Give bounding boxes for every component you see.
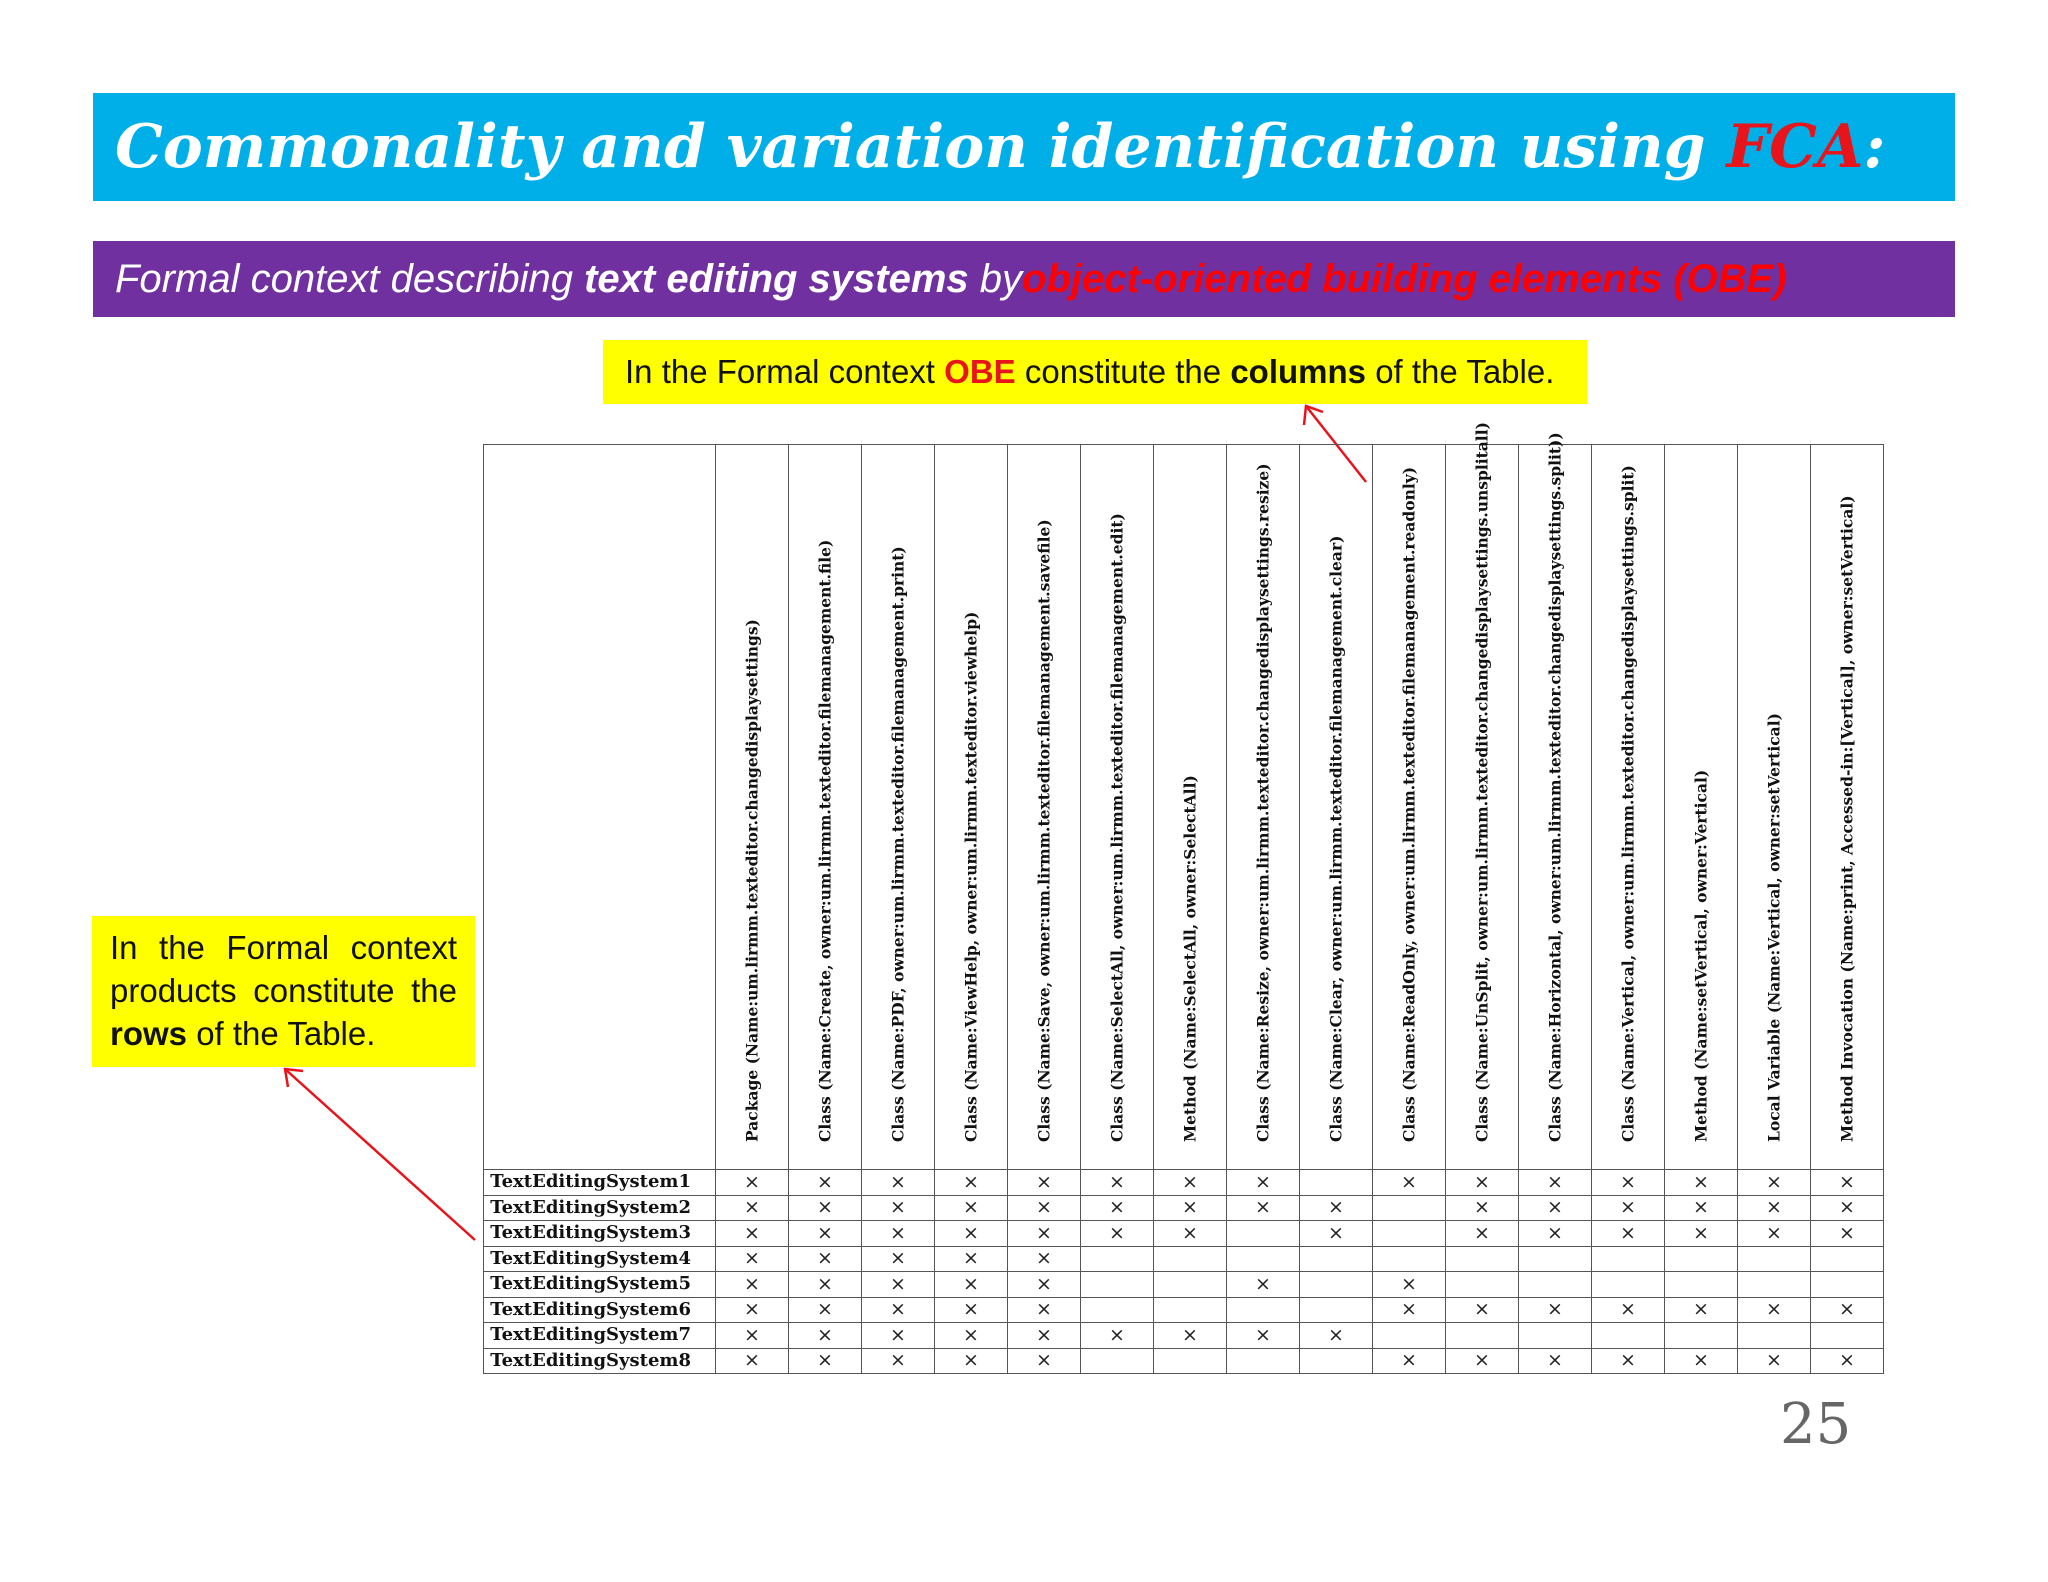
table-cell: ×: [1154, 1170, 1227, 1196]
table-cell: ×: [1008, 1221, 1081, 1247]
table-cell: ×: [1227, 1323, 1300, 1349]
table-cell: ×: [862, 1348, 935, 1374]
table-cell: ×: [1592, 1221, 1665, 1247]
table-cell: [1373, 1195, 1446, 1221]
table-cell: [1738, 1246, 1811, 1272]
table-cell: ×: [935, 1272, 1008, 1298]
row-label: TextEditingSystem2: [484, 1195, 716, 1221]
table-cell: [1227, 1348, 1300, 1374]
table-cell: ×: [1519, 1297, 1592, 1323]
table-row: [484, 1221, 1884, 1247]
table-cell: [1446, 1323, 1519, 1349]
table-cell: ×: [1008, 1297, 1081, 1323]
row-label: TextEditingSystem1: [484, 1170, 716, 1196]
table-cell: ×: [789, 1170, 862, 1196]
table-cell: [1592, 1323, 1665, 1349]
table-cell: ×: [862, 1297, 935, 1323]
table-cell: ×: [1665, 1195, 1738, 1221]
table-cell: ×: [1300, 1323, 1373, 1349]
table-cell: ×: [789, 1246, 862, 1272]
table-cell: ×: [935, 1221, 1008, 1247]
table-cell: ×: [1008, 1323, 1081, 1349]
table-cell: [1154, 1272, 1227, 1298]
table-cell: ×: [1081, 1170, 1154, 1196]
table-cell: [1154, 1297, 1227, 1323]
title-accent: FCA: [1726, 112, 1864, 182]
table-cell: ×: [1446, 1195, 1519, 1221]
table-cell: ×: [1592, 1195, 1665, 1221]
subtitle-bold: text editing systems: [584, 256, 969, 301]
table-cell: ×: [1300, 1221, 1373, 1247]
table-cell: [1154, 1246, 1227, 1272]
column-header: Class (Name:Resize, owner:um.lirmm.texteditor.changedisplaysettings.resize): [1227, 445, 1300, 1170]
table-cell: ×: [1738, 1297, 1811, 1323]
subtitle-red: object-oriented building elements (OBE): [1022, 256, 1787, 301]
row-label: TextEditingSystem8: [484, 1348, 716, 1374]
table-cell: ×: [1519, 1195, 1592, 1221]
row-label: TextEditingSystem3: [484, 1221, 716, 1247]
column-header: Class (Name:Vertical, owner:um.lirmm.texteditor.changedisplaysettings.split): [1592, 445, 1665, 1170]
table-cell: ×: [716, 1348, 789, 1374]
table-cell: ×: [716, 1195, 789, 1221]
subtitle-part1: Formal context describing: [115, 256, 573, 301]
table-cell: ×: [862, 1221, 935, 1247]
column-header: Class (Name:UnSplit, owner:um.lirmm.texteditor.changedisplaysettings.unsplitall): [1446, 445, 1519, 1170]
table-cell: ×: [1446, 1348, 1519, 1374]
table-cell: ×: [1738, 1195, 1811, 1221]
table-cell: ×: [716, 1221, 789, 1247]
table-cell: ×: [1300, 1195, 1373, 1221]
arrow-to-rows: [285, 1069, 475, 1240]
table-cell: ×: [789, 1272, 862, 1298]
slide-title: Commonality and variation identification using FCA:: [115, 112, 1886, 182]
table-cell: [1081, 1272, 1154, 1298]
table-cell: [1300, 1170, 1373, 1196]
row-label: TextEditingSystem7: [484, 1323, 716, 1349]
table-cell: ×: [1227, 1195, 1300, 1221]
table-cell: ×: [935, 1246, 1008, 1272]
table-cell: ×: [1446, 1170, 1519, 1196]
table-row: [484, 1246, 1884, 1272]
table-cell: [1081, 1348, 1154, 1374]
table-cell: ×: [1811, 1297, 1884, 1323]
table-cell: [1811, 1272, 1884, 1298]
table-cell: ×: [1446, 1221, 1519, 1247]
table-corner: [484, 445, 716, 1170]
table-cell: ×: [1738, 1348, 1811, 1374]
table-cell: ×: [1008, 1195, 1081, 1221]
callout-columns-bold: columns: [1230, 353, 1367, 390]
table-cell: ×: [1592, 1297, 1665, 1323]
table-cell: ×: [1081, 1195, 1154, 1221]
table-cell: ×: [716, 1323, 789, 1349]
table-cell: [1154, 1348, 1227, 1374]
table-cell: ×: [1665, 1348, 1738, 1374]
table-cell: ×: [1154, 1195, 1227, 1221]
table-cell: [1811, 1246, 1884, 1272]
column-header: Class (Name:ReadOnly, owner:um.lirmm.texteditor.filemanagement.readonly): [1373, 445, 1446, 1170]
row-label: TextEditingSystem4: [484, 1246, 716, 1272]
table-cell: ×: [789, 1297, 862, 1323]
table-cell: ×: [1008, 1348, 1081, 1374]
table-cell: ×: [935, 1348, 1008, 1374]
table-cell: ×: [1373, 1348, 1446, 1374]
table-cell: ×: [1008, 1272, 1081, 1298]
table-cell: ×: [1738, 1170, 1811, 1196]
table-cell: [1519, 1272, 1592, 1298]
table-cell: ×: [789, 1348, 862, 1374]
table-cell: ×: [716, 1297, 789, 1323]
formal-context-table: [483, 422, 1884, 1374]
table-cell: ×: [1519, 1170, 1592, 1196]
table-cell: [1811, 1323, 1884, 1349]
table-cell: ×: [1519, 1221, 1592, 1247]
table-cell: ×: [862, 1195, 935, 1221]
table-cell: ×: [1811, 1348, 1884, 1374]
table-cell: ×: [935, 1195, 1008, 1221]
table-cell: ×: [1811, 1221, 1884, 1247]
column-header: Package (Name:um.lirmm.texteditor.changedisplaysettings): [716, 445, 789, 1170]
table-row: [484, 1272, 1884, 1298]
column-header: Class (Name:SelectAll, owner:um.lirmm.texteditor.filemanagement.edit): [1081, 445, 1154, 1170]
table-cell: [1665, 1272, 1738, 1298]
table-cell: ×: [935, 1297, 1008, 1323]
table-cell: ×: [1154, 1323, 1227, 1349]
table-cell: [1446, 1246, 1519, 1272]
table-cell: ×: [1738, 1221, 1811, 1247]
table-cell: ×: [789, 1323, 862, 1349]
callout-rows: In the Formal context products constitute the rows of the Table.: [92, 916, 475, 1067]
table-cell: ×: [1227, 1272, 1300, 1298]
table-cell: [1373, 1221, 1446, 1247]
table-cell: ×: [1446, 1297, 1519, 1323]
table-cell: [1519, 1323, 1592, 1349]
table-cell: [1738, 1323, 1811, 1349]
table-cell: ×: [1081, 1323, 1154, 1349]
table-cell: ×: [1373, 1297, 1446, 1323]
column-header: Method (Name:setVertical, owner:Vertical): [1665, 445, 1738, 1170]
table-cell: ×: [1592, 1170, 1665, 1196]
table-cell: [1300, 1272, 1373, 1298]
table-cell: [1300, 1246, 1373, 1272]
table-cell: ×: [1154, 1221, 1227, 1247]
table-cell: ×: [1008, 1170, 1081, 1196]
table-cell: ×: [1519, 1348, 1592, 1374]
table-cell: ×: [789, 1221, 862, 1247]
row-label: TextEditingSystem5: [484, 1272, 716, 1298]
table-cell: [1227, 1221, 1300, 1247]
table-cell: [1665, 1246, 1738, 1272]
table-cell: [1227, 1246, 1300, 1272]
table-cell: [1665, 1323, 1738, 1349]
table-cell: ×: [716, 1170, 789, 1196]
table-cell: [1446, 1272, 1519, 1298]
table-cell: ×: [1665, 1221, 1738, 1247]
table-cell: [1081, 1246, 1154, 1272]
table-cell: [1300, 1348, 1373, 1374]
column-header: Local Variable (Name:Vertical, owner:setVertical): [1738, 445, 1811, 1170]
page-number: 25: [1780, 1392, 1852, 1457]
column-header: Class (Name:Clear, owner:um.lirmm.texteditor.filemanagement.clear): [1300, 445, 1373, 1170]
subtitle-part3: by: [979, 256, 1023, 301]
callout-obe: OBE: [944, 353, 1016, 390]
column-header: Class (Name:Save, owner:um.lirmm.texteditor.filemanagement.savefile): [1008, 445, 1081, 1170]
table-cell: [1592, 1246, 1665, 1272]
table-cell: ×: [789, 1195, 862, 1221]
column-header: Class (Name:ViewHelp, owner:um.lirmm.texteditor.viewhelp): [935, 445, 1008, 1170]
column-header: Class (Name:Create, owner:um.lirmm.texteditor.filemanagement.file): [789, 445, 862, 1170]
column-header: Method Invocation (Name:print, Accessed-in:[Vertical], owner:setVertical): [1811, 445, 1884, 1170]
table-row: [484, 1297, 1884, 1323]
row-label: TextEditingSystem6: [484, 1297, 716, 1323]
table-cell: ×: [1373, 1272, 1446, 1298]
table-cell: ×: [1665, 1297, 1738, 1323]
table-cell: ×: [1227, 1170, 1300, 1196]
callout-rows-bold: rows: [110, 1015, 188, 1052]
table-cell: ×: [1665, 1170, 1738, 1196]
table-cell: [1300, 1297, 1373, 1323]
table-row: [484, 1323, 1884, 1349]
table-cell: ×: [862, 1170, 935, 1196]
table-cell: ×: [862, 1323, 935, 1349]
table-header-row: [484, 445, 1884, 1170]
column-header: Class (Name:PDF, owner:um.lirmm.texteditor.filemanagement.print): [862, 445, 935, 1170]
table-cell: ×: [1811, 1170, 1884, 1196]
table-row: [484, 1195, 1884, 1221]
table-cell: [1738, 1272, 1811, 1298]
table-cell: ×: [935, 1323, 1008, 1349]
table-cell: [1373, 1246, 1446, 1272]
table-cell: [1592, 1272, 1665, 1298]
table-row: [484, 1348, 1884, 1374]
table-cell: [1227, 1297, 1300, 1323]
table-cell: [1081, 1297, 1154, 1323]
table-row: [484, 1170, 1884, 1196]
table-cell: [1519, 1246, 1592, 1272]
column-header: Method (Name:SelectAll, owner:SelectAll): [1154, 445, 1227, 1170]
table-cell: ×: [1592, 1348, 1665, 1374]
table-cell: ×: [716, 1246, 789, 1272]
table-cell: ×: [1373, 1170, 1446, 1196]
table-cell: ×: [1008, 1246, 1081, 1272]
table-cell: ×: [862, 1246, 935, 1272]
callout-columns: In the Formal context OBE constitute the columns of the Table.: [603, 340, 1587, 404]
table-cell: ×: [716, 1272, 789, 1298]
table-cell: ×: [1081, 1221, 1154, 1247]
table-cell: ×: [862, 1272, 935, 1298]
table-cell: ×: [935, 1170, 1008, 1196]
table-cell: [1373, 1323, 1446, 1349]
table-cell: ×: [1811, 1195, 1884, 1221]
column-header: Class (Name:Horizontal, owner:um.lirmm.texteditor.changedisplaysettings.split)): [1519, 445, 1592, 1170]
